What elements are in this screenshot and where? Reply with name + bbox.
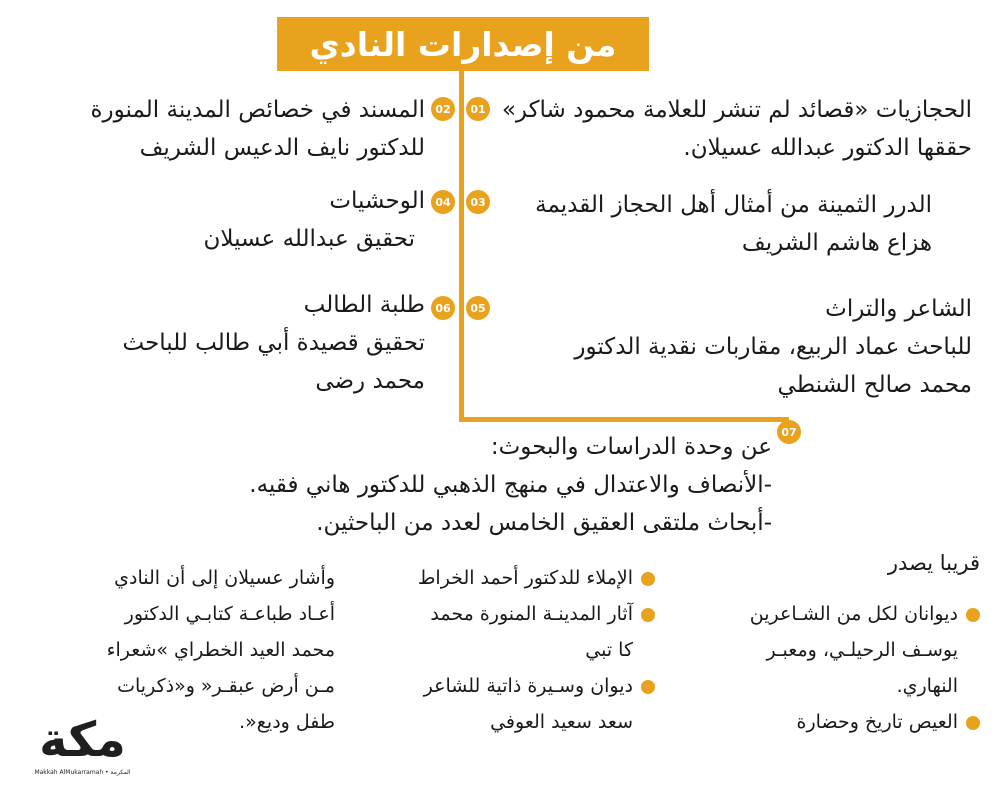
paragraph-line: أعـاد طباعـة كتابـي الدكتور — [124, 603, 335, 625]
soon-column-1 — [750, 596, 980, 740]
publication-item-03 — [535, 186, 932, 262]
publication-item-07 — [249, 428, 772, 542]
badge-06: 06 — [431, 296, 455, 320]
item-subtitle: للدكتور نايف الدعيس الشريف — [139, 135, 425, 161]
badge-07: 07 — [777, 420, 801, 444]
badge-05: 05 — [466, 296, 490, 320]
logo-caption: Makkah AlMukarramah • المكرمة — [34, 769, 131, 776]
item-line-2: للباحث عماد الربيع، مقاربات نقدية الدكتور — [574, 334, 972, 360]
item-line-3: -أبحاث ملتقى العقيق الخامس لعدد من الباحثين. — [316, 510, 772, 536]
list-item: كا تبي — [585, 639, 633, 661]
publication-item-06 — [123, 286, 426, 400]
publication-item-05 — [574, 290, 972, 404]
item-title: الحجازيات «قصائد لم تنشر للعلامة محمود شاكر» — [501, 97, 972, 123]
bullet-icon — [641, 608, 655, 622]
item-line-2: تحقيق قصيدة أبي طالب للباحث — [122, 330, 425, 356]
timeline-horizontal-line — [459, 417, 789, 422]
list-item: النهاري. — [896, 675, 958, 697]
item-title: الشاعر والتراث — [825, 296, 972, 322]
makkah-logo — [25, 712, 140, 782]
logo-wordmark: مكة — [39, 712, 126, 768]
list-item: العيص تاريخ وحضارة — [750, 704, 980, 740]
publication-item-04 — [203, 182, 425, 258]
item-line-3: محمد رضى — [315, 368, 425, 394]
bullet-icon — [966, 608, 980, 622]
bullet-icon — [966, 716, 980, 730]
item-line-3: محمد صالح الشنطي — [777, 372, 972, 398]
title-box — [277, 17, 649, 71]
page-title: من إصدارات النادي — [309, 24, 617, 64]
soon-column-2 — [418, 560, 655, 740]
soon-column-3 — [107, 560, 335, 740]
paragraph-line: وأشار عسيلان إلى أن النادي — [114, 567, 335, 589]
badge-04: 04 — [431, 190, 455, 214]
item-subtitle: حققها الدكتور عبدالله عسيلان. — [683, 135, 972, 161]
bullet-icon — [641, 572, 655, 586]
list-item: يوسـف الرحيلـي، ومعبـر — [766, 639, 958, 661]
soon-heading-block — [888, 545, 980, 581]
badge-01: 01 — [466, 97, 490, 121]
list-item: ديوان وسـيرة ذاتية للشاعر — [418, 668, 655, 704]
item-title: الدرر الثمينة من أمثال أهل الحجاز القديمة — [535, 192, 932, 218]
item-title: عن وحدة الدراسات والبحوث: — [490, 434, 772, 460]
paragraph-line: محمد العيد الخطراي »شعراء — [106, 639, 335, 661]
publication-item-01 — [502, 91, 972, 167]
timeline-vertical-line — [459, 71, 464, 422]
list-item: آثار المدينـة المنورة محمد — [418, 596, 655, 632]
paragraph-line: مـن أرض عبقـر« و«ذكريات — [117, 675, 335, 697]
item-title: الوحشيات — [329, 188, 425, 214]
soon-heading: قريبا يصدر — [887, 551, 980, 575]
paragraph-line: طفل وديع«. — [239, 711, 335, 733]
badge-03: 03 — [466, 190, 490, 214]
badge-02: 02 — [431, 97, 455, 121]
list-item: ديوانان لكل من الشـاعرين — [750, 596, 980, 632]
item-subtitle: هزاع هاشم الشريف — [741, 230, 932, 256]
item-title: طلبة الطالب — [303, 292, 425, 318]
list-item: سعد سعيد العوفي — [490, 711, 633, 733]
bullet-icon — [641, 680, 655, 694]
item-title: المسند في خصائص المدينة المنورة — [90, 97, 425, 123]
list-item: الإملاء للدكتور أحمد الخراط — [418, 560, 655, 596]
item-line-2: -الأنصاف والاعتدال في منهج الذهبي للدكتور هاني فقيه. — [249, 472, 772, 498]
item-subtitle: تحقيق عبدالله عسيلان — [203, 226, 415, 252]
publication-item-02 — [91, 91, 426, 167]
